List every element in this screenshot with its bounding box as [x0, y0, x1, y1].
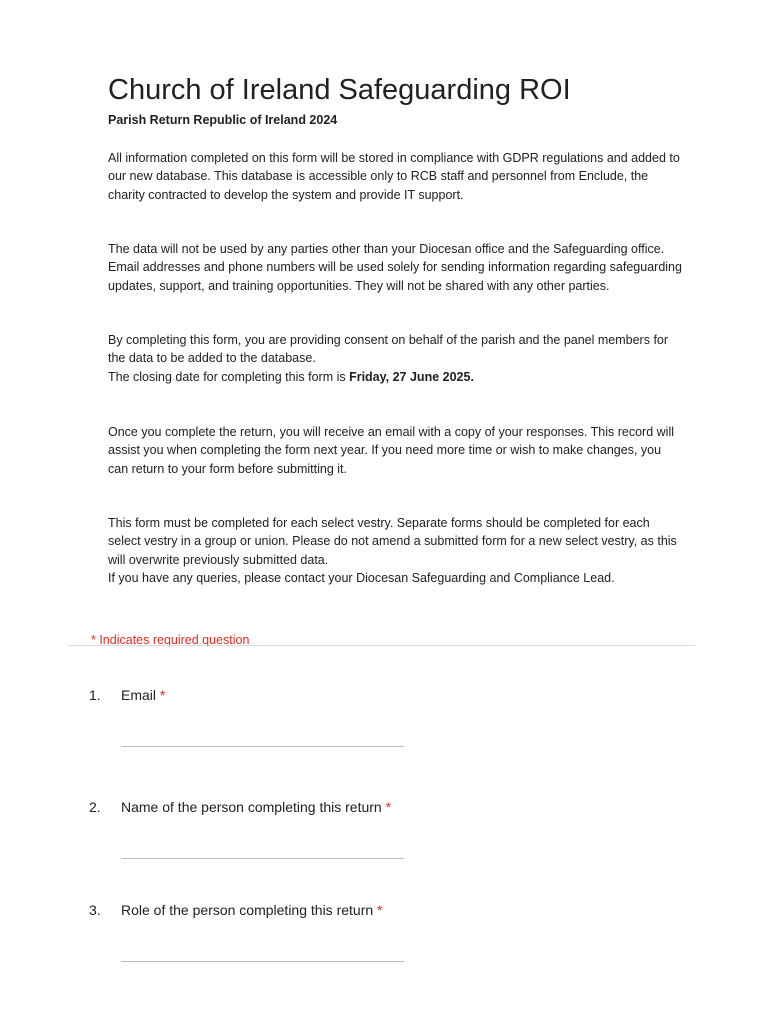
question-label: Name of the person completing this return: [121, 799, 382, 815]
closing-date-text: [108, 368, 683, 386]
question-label: Role of the person completing this return: [121, 902, 374, 918]
email-input[interactable]: [121, 746, 404, 747]
consent-text: By completing this form, you are providing consent on behalf of the parish and the panel members for the data to be added to the database.: [108, 333, 669, 366]
question-name: [89, 799, 391, 815]
intro-paragraph-gdpr: All information completed on this form will be stored in compliance with GDPR regulations and added to our new database. This database is accessible only to RCB staff and personnel from Enclude, the charity contracted to develop the system and provide IT support.: [108, 151, 680, 202]
form-subtitle: Parish Return Republic of Ireland 2024: [108, 113, 338, 127]
closing-date-prefix: The closing date for completing this form is: [108, 369, 350, 384]
required-question-note: * Indicates required question: [91, 633, 250, 647]
name-input[interactable]: [121, 858, 404, 859]
required-star: *: [385, 799, 392, 815]
role-input[interactable]: [121, 961, 404, 962]
queries-text: If you have any queries, please contact your Diocesan Safeguarding and Compliance Lead.: [108, 570, 615, 585]
question-label: Email: [121, 687, 157, 703]
question-number: 1.: [89, 687, 101, 703]
closing-date: Friday, 27 June 2025.: [349, 369, 474, 384]
question-number: 2.: [89, 799, 101, 815]
intro-paragraph-consent: [108, 331, 683, 386]
intro-paragraph-email-copy: Once you complete the return, you will receive an email with a copy of your responses. This record will assist you when completing the form next year. If you need more time or wish to make changes, you can return to your form before submitting it.: [108, 425, 674, 476]
required-star: *: [377, 902, 383, 918]
form-title: Church of Ireland Safeguarding ROI: [108, 74, 571, 106]
intro-paragraph-data-use: The data will not be used by any parties other than your Diocesan office and the Safeguarding office. Email addresses and phone numbers will be used solely for sending information regarding safeguarding updates, support, and training opportunities. They will not be shared with any other parties.: [108, 242, 682, 293]
required-star: *: [159, 687, 166, 703]
question-number: 3.: [89, 902, 101, 918]
question-role: [89, 902, 382, 918]
question-email: [89, 687, 165, 703]
header-divider: [68, 645, 695, 646]
intro-paragraph-select-vestry: [108, 514, 683, 587]
select-vestry-text: This form must be completed for each select vestry. Separate forms should be completed for each select vestry in a group or union. Please do not amend a submitted form for a new select vestry, as this will overwrite previously submitted data.: [108, 516, 677, 567]
